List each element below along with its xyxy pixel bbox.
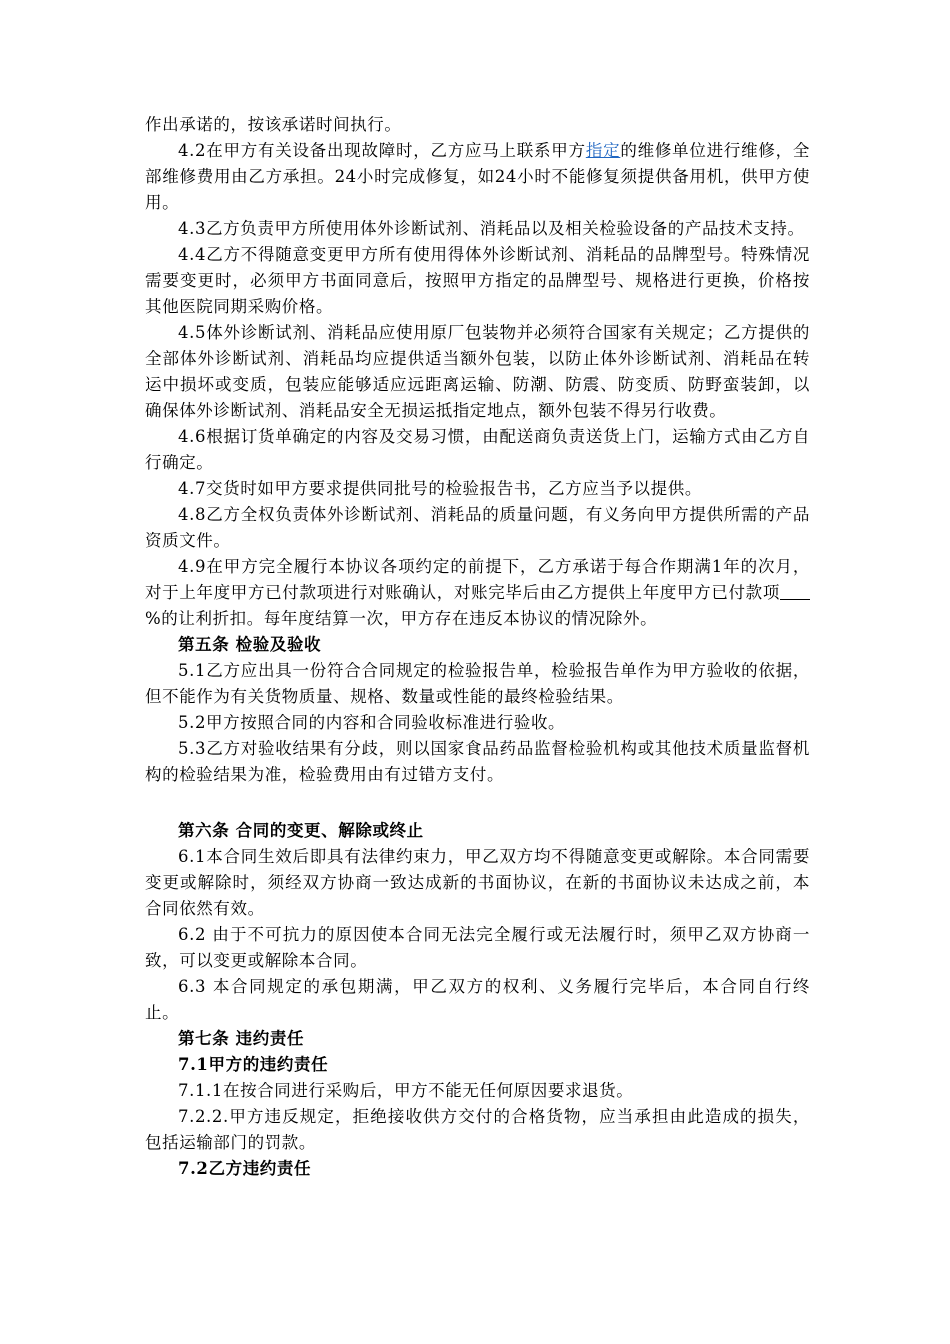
clause-5-2: 5.2甲方按照合同的内容和合同验收标准进行验收。 [178,713,566,732]
clause-4-9-text-b: %的让利折扣。每年度结算一次，甲方存在违反本协议的情况除外。 [145,609,658,628]
clause-5-1: 5.1乙方应出具一份符合合同规定的检验报告单，检验报告单作为甲方验收的依据，但不能作为有关货物质量、规格、数量或性能的最终检验结果。 [145,661,810,706]
clause-7-1-heading: 7.1甲方的违约责任 [178,1055,329,1074]
clause-5-3: 5.3乙方对验收结果有分歧，则以国家食品药品监督检验机构或其他技术质量监督机构的检验结果为准，检验费用由有过错方支付。 [145,739,810,784]
clause-4-2-text-a: 4.2在甲方有关设备出现故障时，乙方应马上联系甲方 [178,141,586,160]
clause-4-8: 4.8乙方全权负责体外诊断试剂、消耗品的质量问题，有义务向甲方提供所需的产品资质文件。 [145,505,810,550]
clause-7-2-2: 7.2.2.甲方违反规定，拒绝接收供方交付的合格货物，应当承担由此造成的损失，包括运输部门的罚款。 [145,1107,810,1152]
article-5-heading: 第五条 检验及验收 [178,635,322,654]
clause-4-9 [145,554,810,632]
clause-4-2-text-b: 的维修单位进行维修，全部维修费用由乙方承担。24小时完成修复，如24小时不能修复须提供备用机，供甲方使用。 [145,141,810,212]
clause-4-4: 4.4乙方不得随意变更甲方所有使用得体外诊断试剂、消耗品的品牌型号。特殊情况需要变更时，必须甲方书面同意后，按照甲方指定的品牌型号、规格进行更换，价格按其他医院同期采购价格。 [145,245,810,316]
clause-6-2: 6.2 由于不可抗力的原因使本合同无法完全履行或无法履行时，须甲乙双方协商一致，可以变更或解除本合同。 [145,925,810,970]
document-page [145,112,810,1182]
clause-6-1: 6.1本合同生效后即具有法律约束力，甲乙双方均不得随意变更或解除。本合同需要变更或解除时，须经双方协商一致达成新的书面协议，在新的书面协议未达成之前，本合同依然有效。 [145,847,810,918]
clause-4-6: 4.6根据订货单确定的内容及交易习惯，由配送商负责送货上门，运输方式由乙方自行确定。 [145,427,810,472]
paragraph-continuation: 作出承诺的，按该承诺时间执行。 [145,115,402,134]
clause-4-2 [145,138,810,216]
clause-4-9-text-a: 4.9在甲方完全履行本协议各项约定的前提下，乙方承诺于每合作期满1年的次月，对于上年度甲方已付款项进行对账确认，对账完毕后由乙方提供上年度甲方已付款项 [145,557,810,602]
clause-4-7: 4.7交货时如甲方要求提供同批号的检验报告书，乙方应当予以提供。 [178,479,702,498]
designated-link[interactable]: 指定 [585,141,621,160]
discount-blank [780,583,810,600]
article-6-heading: 第六条 合同的变更、解除或终止 [178,821,424,840]
section-spacer [145,788,810,818]
clause-4-5: 4.5体外诊断试剂、消耗品应使用原厂包装物并必须符合国家有关规定；乙方提供的全部体外诊断试剂、消耗品均应提供适当额外包装，以防止体外诊断试剂、消耗品在转运中损坏或变质，包装应能够适应远距离运输、防潮、防震、防变质、防野蛮装卸，以确保体外诊断试剂、消耗品安全无损运抵指定地点，额外包装不得另行收费。 [145,323,810,420]
clause-6-3: 6.3 本合同规定的承包期满，甲乙双方的权利、义务履行完毕后，本合同自行终止。 [145,977,810,1022]
clause-7-2-heading: 7.2乙方违约责任 [178,1159,312,1178]
article-7-heading: 第七条 违约责任 [178,1029,305,1048]
clause-4-3: 4.3乙方负责甲方所使用体外诊断试剂、消耗品以及相关检验设备的产品技术支持。 [178,219,805,238]
clause-7-1-1: 7.1.1在按合同进行采购后，甲方不能无任何原因要求退货。 [178,1081,634,1100]
